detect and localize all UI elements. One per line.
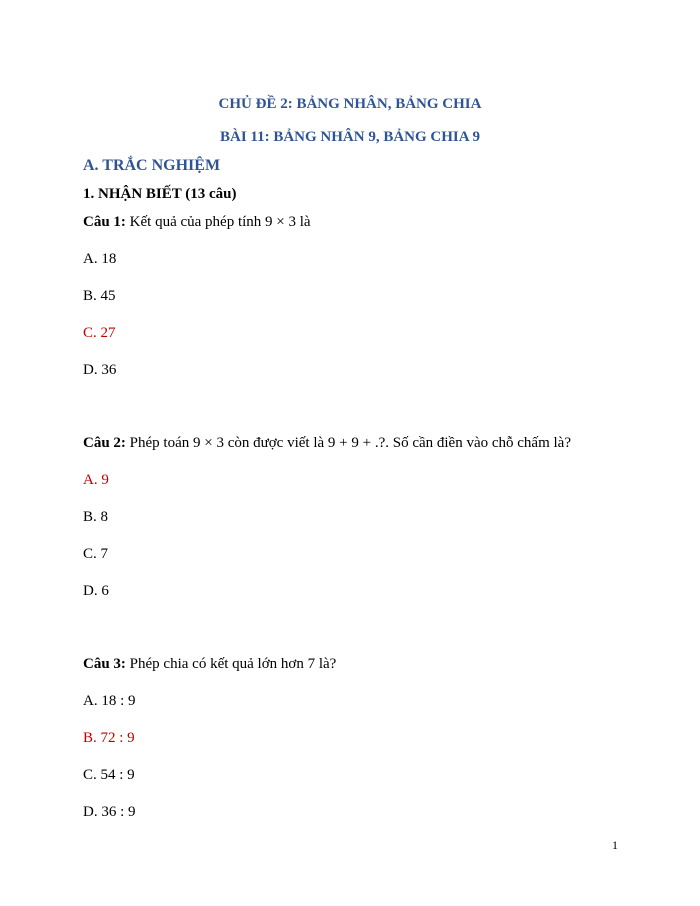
q3-option-d: D. 36 : 9 xyxy=(83,804,136,820)
q2-option-b: B. 8 xyxy=(83,509,109,525)
q3-option-b: B. 72 : 9 xyxy=(83,730,135,746)
lesson-heading: BÀI 11: BẢNG NHÂN 9, BẢNG CHIA 9 xyxy=(219,129,481,145)
question-text: Phép chia có kết quả lớn hơn 7 là? xyxy=(125,656,337,672)
question-label: Câu 3: xyxy=(83,656,126,672)
question-text: Kết quả của phép tính 9 × 3 là xyxy=(125,214,311,230)
section-heading: A. TRẮC NGHIỆM xyxy=(83,157,221,174)
q3-option-c: C. 54 : 9 xyxy=(83,767,135,783)
subsection-heading: 1. NHẬN BIẾT (13 câu) xyxy=(83,186,237,202)
topic-heading: CHỦ ĐỀ 2: BẢNG NHÂN, BẢNG CHIA xyxy=(218,96,482,112)
question-text: Phép toán 9 × 3 còn được viết là 9 + 9 + .?. Số cần điền vào chỗ chấm là? xyxy=(125,435,571,451)
question-3 xyxy=(83,656,336,673)
question-label: Câu 1: xyxy=(83,214,126,230)
q2-option-c: C. 7 xyxy=(83,546,109,562)
question-1 xyxy=(83,214,311,231)
q1-option-a: A. 18 xyxy=(83,251,117,267)
page-number: 1 xyxy=(612,838,618,852)
q2-option-d: D. 6 xyxy=(83,583,109,599)
question-label: Câu 2: xyxy=(83,435,126,451)
q1-option-b: B. 45 xyxy=(83,288,116,304)
q3-option-a: A. 18 : 9 xyxy=(83,693,136,709)
q1-option-d: D. 36 xyxy=(83,362,117,378)
q1-option-c: C. 27 xyxy=(83,325,116,341)
q2-option-a: A. 9 xyxy=(83,472,109,488)
question-2 xyxy=(83,435,571,452)
